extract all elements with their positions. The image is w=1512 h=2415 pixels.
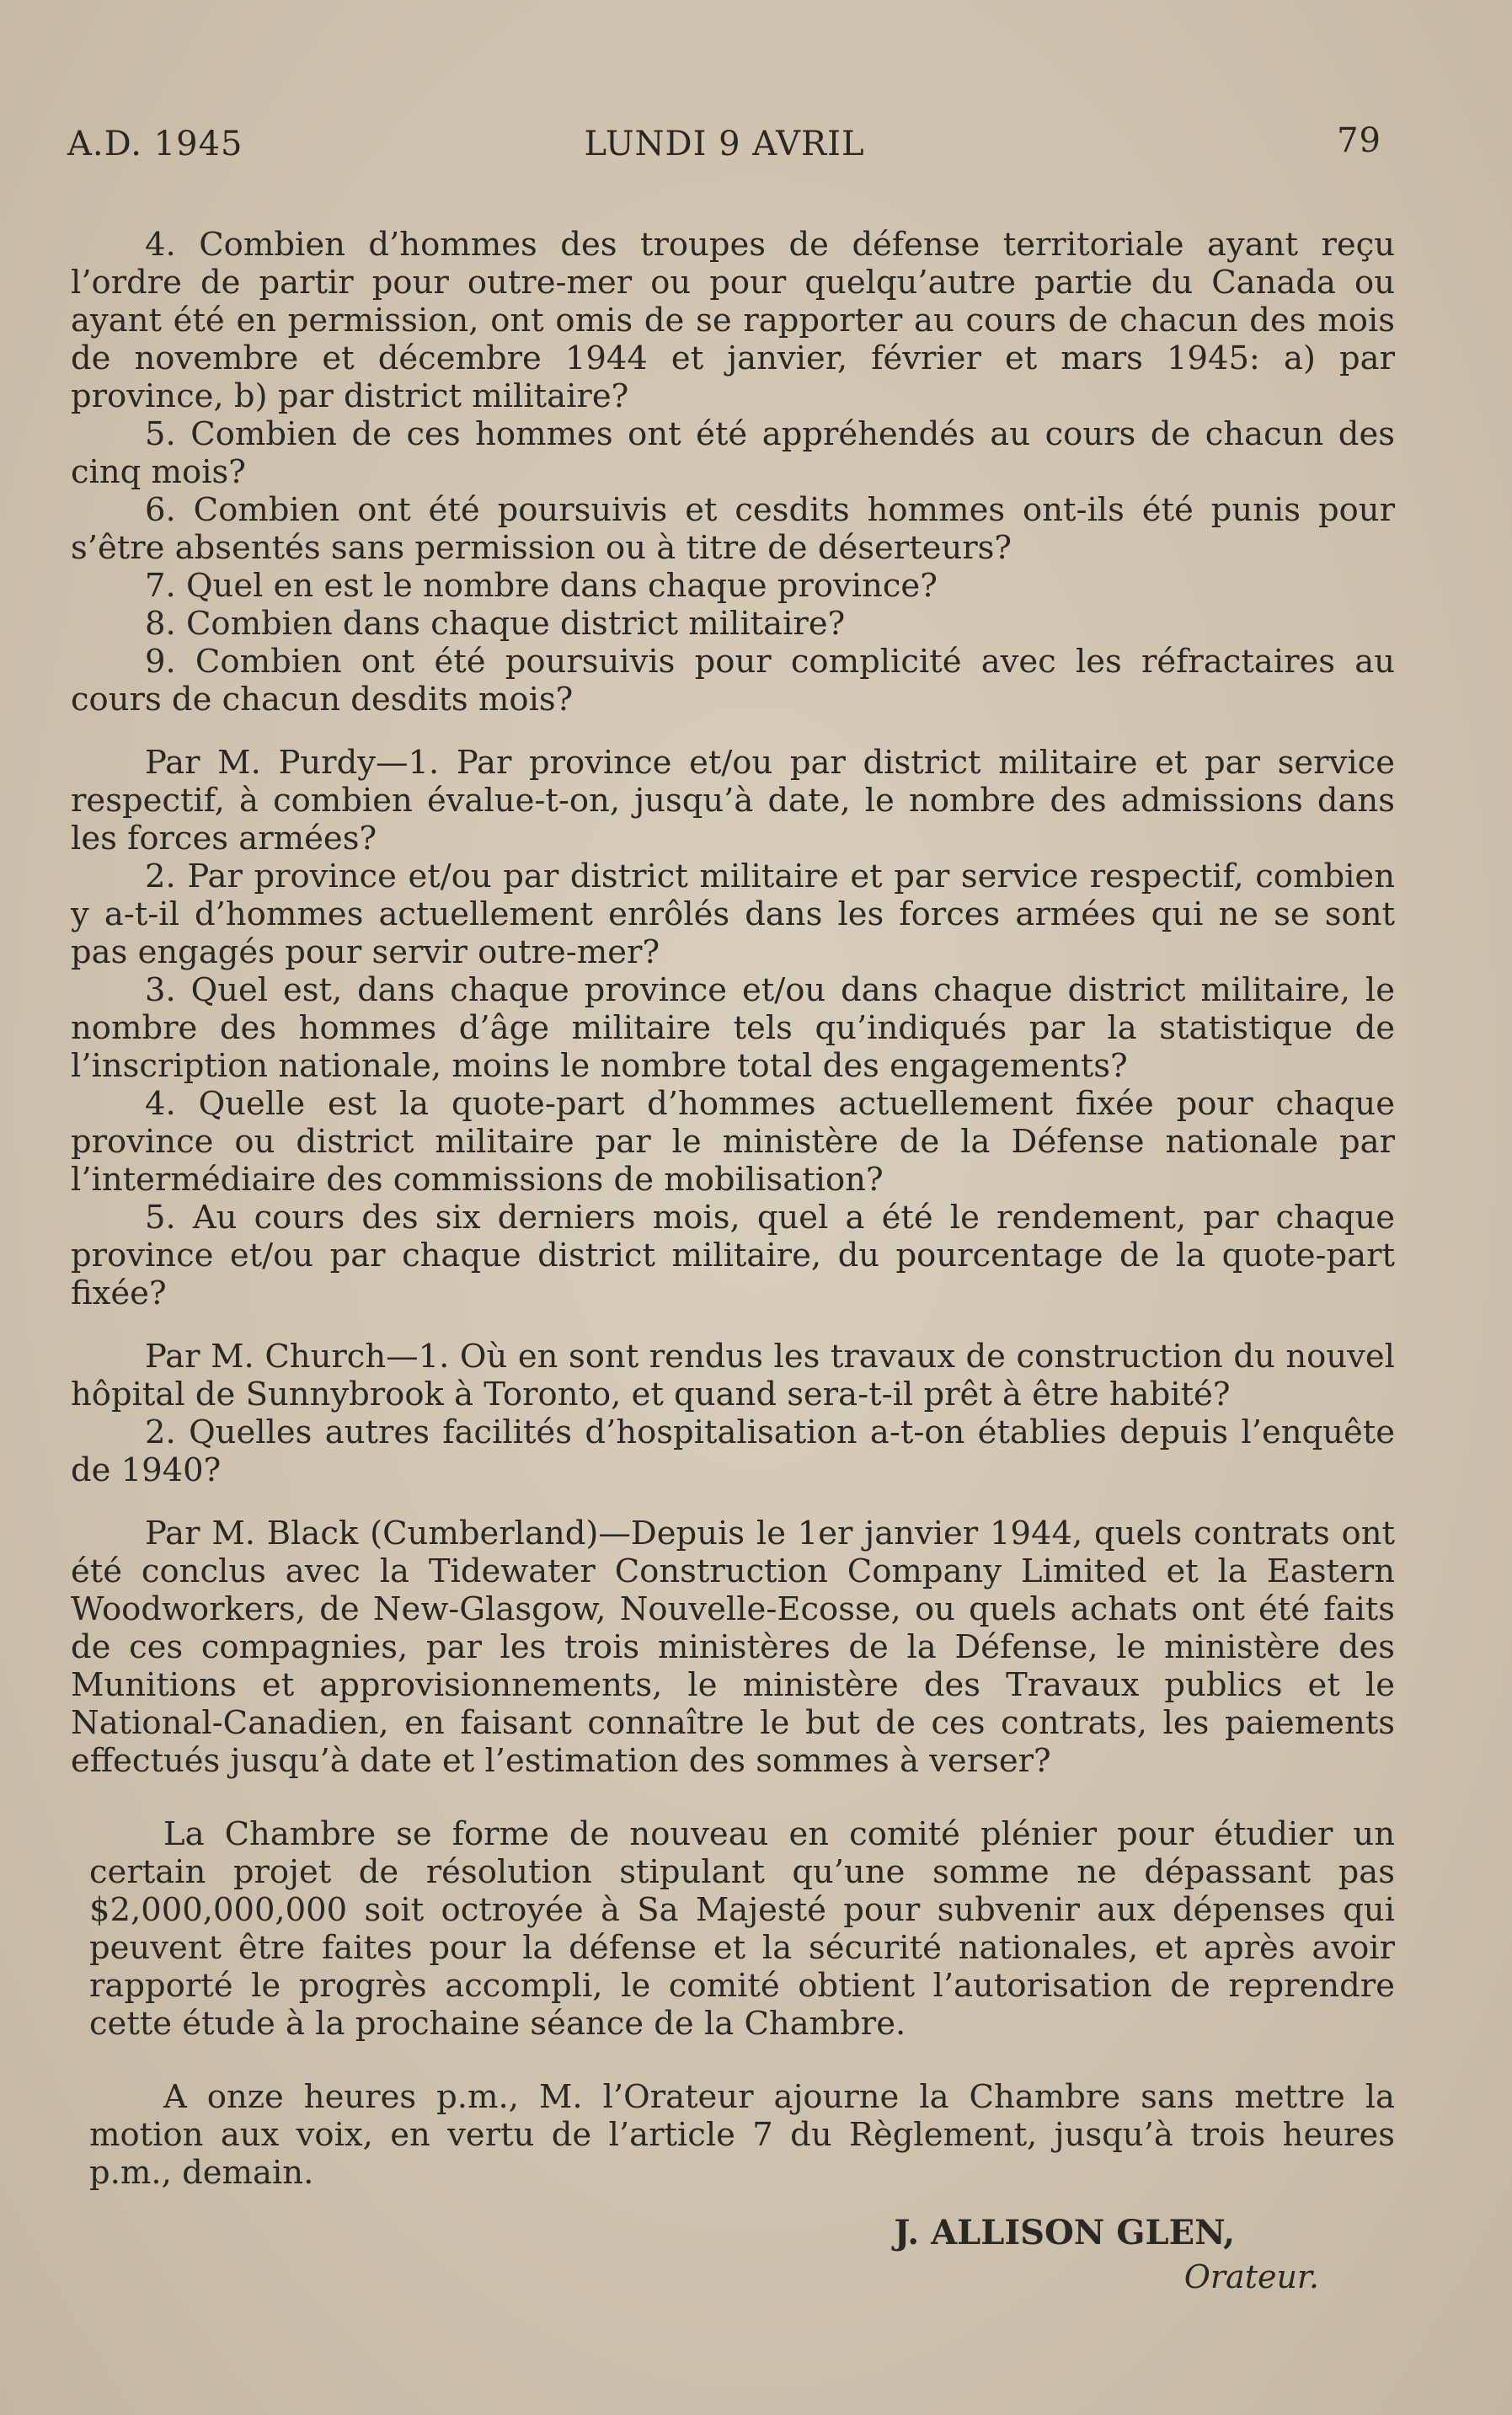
- church-question-2: 2. Quelles autres facilités d’hospitalisation a-t-on établies depuis l’enquête de 1940?: [71, 1413, 1395, 1489]
- church-question-1: Par M. Church—1. Où en sont rendus les travaux de construction du nouvel hôpital de Sunnybrook à Toronto, et quand sera-t-il prêt à être habité?: [71, 1338, 1395, 1413]
- adjournment-paragraph: A onze heures p.m., M. l’Orateur ajourne la Chambre sans mettre la motion aux voix, en vertu de l’article 7 du Règlement, jusqu’à trois heures p.m., demain.: [89, 2078, 1395, 2192]
- purdy-question-4: 4. Quelle est la quote-part d’hommes actuellement fixée pour chaque province ou district militaire par le ministère de la Défense nationale par l’intermédiaire des commissions de mobilisation?: [71, 1085, 1395, 1199]
- question-9: 9. Combien ont été poursuivis pour complicité avec les réfractaires au cours de chacun desdits mois?: [71, 643, 1395, 719]
- page-header: [67, 121, 1381, 175]
- committee-paragraph: La Chambre se forme de nouveau en comité plénier pour étudier un certain projet de résolution stipulant qu’une somme ne dépassant pas $2,000,000,000 soit octroyée à Sa Majesté pour subvenir aux dépenses qui peuvent être faites pour la défense et la sécurité nationales, et après avoir rapporté le progrès accompli, le comité obtient l’autorisation de reprendre cette étude à la prochaine séance de la Chambre.: [89, 1815, 1395, 2043]
- question-5: 5. Combien de ces hommes ont été appréhendés au cours de chacun des cinq mois?: [71, 415, 1395, 491]
- signature-title: Orateur.: [1183, 2258, 1319, 2295]
- document-body: [71, 226, 1395, 2298]
- black-question: Par M. Black (Cumberland)—Depuis le 1er janvier 1944, quels contrats ont été conclus avec la Tidewater Construction Company Limited et la Eastern Woodworkers, de New-Glasgow, Nouvelle-Ecosse, ou quels achats ont été faits de ces compagnies, par les trois ministères de la Défense, le ministère des Munitions et approvisionnements, le ministère des Travaux publics et le National-Canadien, en faisant connaître le but de ces contrats, les paiements effectués jusqu’à date et l’estimation des sommes à verser?: [71, 1515, 1395, 1780]
- purdy-question-5: 5. Au cours des six derniers mois, quel a été le rendement, par chaque province et/ou par chaque district militaire, du pourcentage de la quote-part fixée?: [71, 1199, 1395, 1312]
- signature-block: [71, 2210, 1395, 2298]
- signature-name: J. ALLISON GLEN,: [894, 2213, 1235, 2252]
- question-4: 4. Combien d’hommes des troupes de défense territoriale ayant reçu l’ordre de partir pour outre-mer ou pour quelqu’autre partie du Canada ou ayant été en permission, ont omis de se rapporter au cours de chacun des mois de novembre et décembre 1944 et janvier, février et mars 1945: a) par province, b) par district militaire?: [71, 226, 1395, 415]
- purdy-question-3: 3. Quel est, dans chaque province et/ou dans chaque district militaire, le nombre des hommes d’âge militaire tels qu’indiqués par la statistique de l’inscription nationale, moins le nombre total des engagements?: [71, 971, 1395, 1085]
- question-8: 8. Combien dans chaque district militaire?: [145, 605, 846, 643]
- header-date: LUNDI 9 AVRIL: [584, 125, 865, 163]
- spacer: [71, 1312, 1395, 1338]
- purdy-question-2: 2. Par province et/ou par district militaire et par service respectif, combien y a-t-il d’hommes actuellement enrôlés dans les forces armées qui ne se sont pas engagés pour servir outre-mer?: [71, 858, 1395, 971]
- spacer: [71, 719, 1395, 744]
- spacer: [71, 1780, 1395, 1815]
- spacer: [71, 2043, 1395, 2078]
- header-year: A.D. 1945: [67, 125, 243, 163]
- spacer: [71, 1489, 1395, 1515]
- purdy-question-1: Par M. Purdy—1. Par province et/ou par district militaire et par service respectif, à combien évalue-t-on, jusqu’à date, le nombre des admissions dans les forces armées?: [71, 744, 1395, 858]
- question-7: 7. Quel en est le nombre dans chaque province?: [145, 567, 938, 605]
- page-number: 79: [1337, 121, 1381, 160]
- question-6: 6. Combien ont été poursuivis et cesdits hommes ont-ils été punis pour s’être absentés sans permission ou à titre de déserteurs?: [71, 491, 1395, 567]
